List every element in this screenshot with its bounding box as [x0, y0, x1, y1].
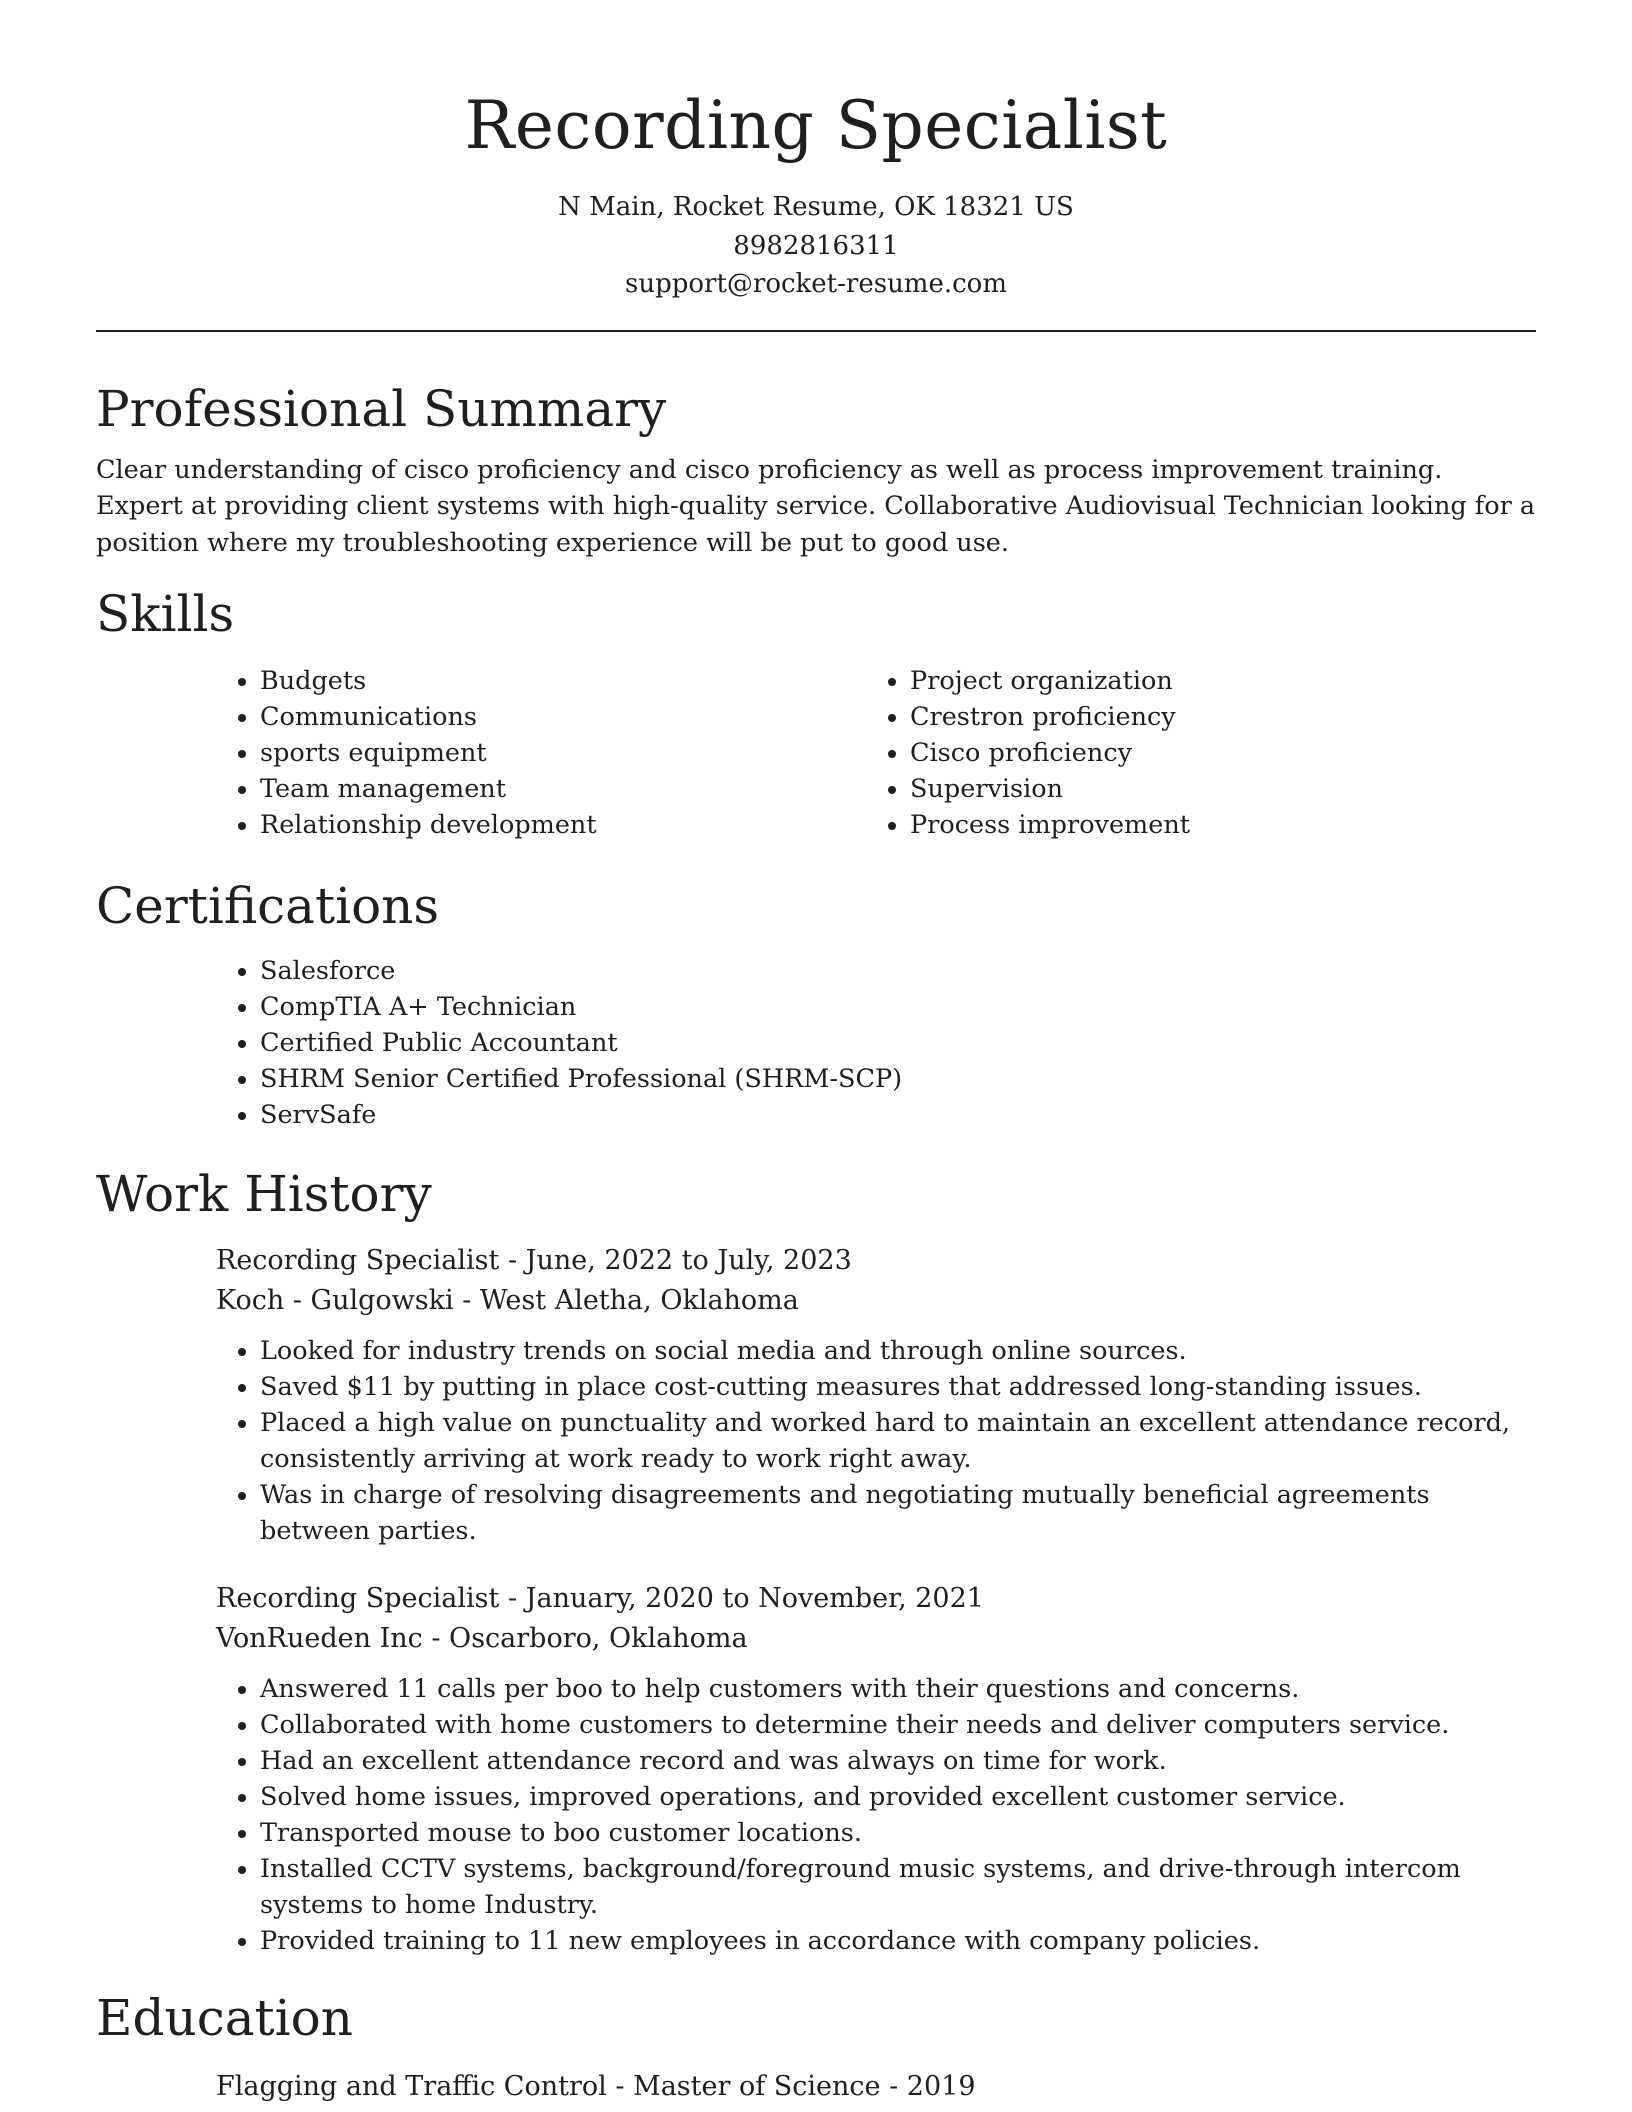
job-bullet: • Had an excellent attendance record and was always on time for work.: [260, 1743, 1536, 1779]
phone: 8982816311: [733, 230, 899, 261]
job-company-location: Koch - Gulgowski - West Aletha, Oklahoma: [216, 1285, 799, 1316]
skill-item: • sports equipment: [260, 735, 866, 771]
job-bullet: • Saved $11 by putting in place cost-cutting measures that addressed long-standing issues.: [260, 1369, 1536, 1405]
skill-item: • Team management: [260, 771, 866, 807]
certification-item: • SHRM Senior Certified Professional (SHRM-SCP): [260, 1061, 1536, 1097]
job-title-dates: Recording Specialist - June, 2022 to July, 2023: [216, 1245, 852, 1276]
summary-heading: Professional Summary: [96, 379, 667, 438]
address: N Main, Rocket Resume, OK 18321 US: [558, 192, 1074, 222]
education-entry: Flagging and Traffic Control - Master of Science - 2019: [216, 2071, 976, 2102]
skill-item: • Budgets: [260, 663, 866, 699]
job-bullet: • Transported mouse to boo customer locations.: [260, 1815, 1536, 1851]
candidate-name: Recording Specialist: [464, 87, 1168, 164]
job-bullet: • Looked for industry trends on social media and through online sources.: [260, 1333, 1536, 1369]
certification-item: • Certified Public Accountant: [260, 1025, 1536, 1061]
job-title-dates: Recording Specialist - January, 2020 to November, 2021: [216, 1583, 984, 1614]
skill-item: • Cisco proficiency: [910, 735, 1516, 771]
skills-column-right: [866, 663, 1516, 843]
contact-info: [96, 188, 1536, 304]
certifications-list: [216, 953, 1536, 1133]
skills-column-left: [216, 663, 866, 843]
certifications-section: [96, 871, 1536, 1133]
work-history-heading: Work History: [96, 1165, 432, 1223]
skills-heading: Skills: [96, 585, 235, 643]
email: support@rocket-resume.com: [624, 269, 1007, 299]
education-heading: Education: [96, 1989, 353, 2047]
job-bullet: • Answered 11 calls per boo to help customers with their questions and concerns.: [260, 1671, 1536, 1707]
skill-item: • Process improvement: [910, 807, 1516, 843]
job-bullet: • Collaborated with home customers to determine their needs and deliver computers service.: [260, 1707, 1536, 1743]
job-entry: [216, 1579, 1536, 1959]
certification-item: • CompTIA A+ Technician: [260, 989, 1536, 1025]
skills-grid: [216, 663, 1536, 843]
skills-section: [96, 579, 1536, 843]
job-company-location: VonRueden Inc - Oscarboro, Oklahoma: [216, 1623, 748, 1654]
job-bullet: • Installed CCTV systems, background/foreground music systems, and drive-through intercom systems to home Industry.: [260, 1851, 1536, 1923]
education-entries: [216, 2067, 1536, 2107]
certifications-heading: Certifications: [96, 877, 440, 935]
summary-section: [96, 374, 1536, 562]
certification-item: • ServSafe: [260, 1097, 1536, 1133]
skill-item: • Supervision: [910, 771, 1516, 807]
header-divider: [96, 330, 1536, 332]
job-bullets: [216, 1671, 1536, 1959]
skill-item: • Relationship development: [260, 807, 866, 843]
job-bullet: • Solved home issues, improved operations, and provided excellent customer service.: [260, 1779, 1536, 1815]
job-entry: [216, 1241, 1536, 1549]
skill-item: • Project organization: [910, 663, 1516, 699]
skill-item: • Crestron proficiency: [910, 699, 1516, 735]
resume-header: [96, 0, 1536, 304]
summary-text: Clear understanding of cisco proficiency and cisco proficiency as well as process improvement training. Expert at providing client systems with high-quality service. Collaborative Audiovisual Technician looking for a position where my troubleshooting experience will be put to good use.: [96, 454, 1536, 558]
work-history-section: [96, 1159, 1536, 1959]
education-section: [96, 1983, 1536, 2107]
job-bullet: • Was in charge of resolving disagreements and negotiating mutually beneficial agreements between parties.: [260, 1477, 1536, 1549]
job-bullets: [216, 1333, 1536, 1549]
job-bullet: • Provided training to 11 new employees in accordance with company policies.: [260, 1923, 1536, 1959]
skill-item: • Communications: [260, 699, 866, 735]
certification-item: • Salesforce: [260, 953, 1536, 989]
job-bullet: • Placed a high value on punctuality and worked hard to maintain an excellent attendance record, consistently arriving at work ready to work right away.: [260, 1405, 1536, 1477]
